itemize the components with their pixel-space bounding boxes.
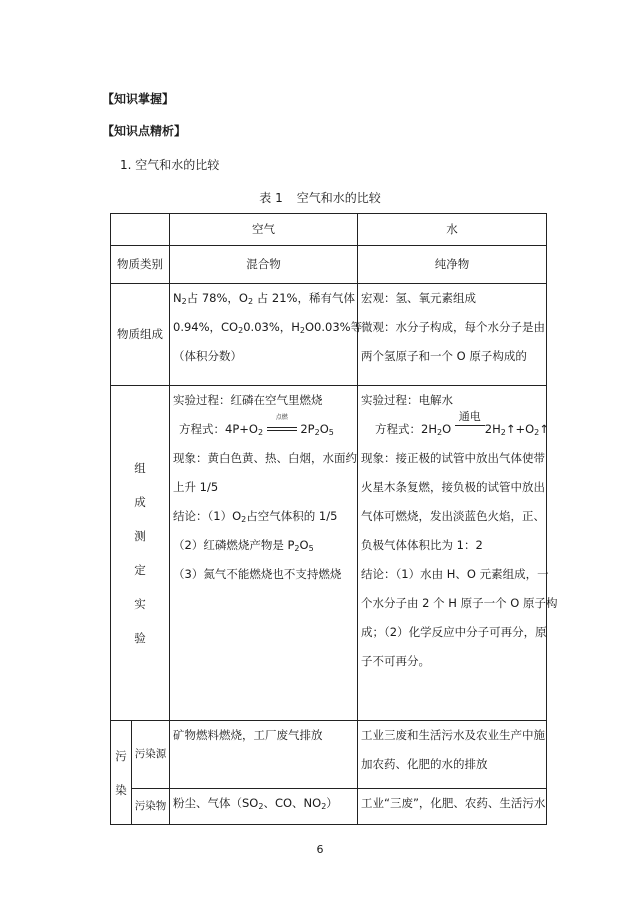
text: 占 21%，稀有气体 (253, 291, 355, 305)
text: 0.94%，CO (173, 320, 239, 334)
composition-air-line2 (173, 313, 363, 342)
text: 粉尘、气体（SO (173, 796, 259, 810)
subscript: 2 (500, 428, 506, 437)
water-conclusion-3: 成；（2）化学反应中分子可再分，原 (361, 625, 547, 639)
water-phenomenon-3: 气体可燃烧，发出淡蓝色火焰，正、 (361, 509, 545, 523)
subscript: 5 (328, 428, 334, 437)
header-air: 空气 (170, 214, 358, 246)
text: ） (326, 796, 338, 810)
text: 工业三废和生活污水及农业生产中施 (361, 728, 545, 742)
text: O (319, 422, 329, 436)
water-phenomenon-1: 现象：接正极的试管中放出气体使带 (361, 451, 545, 465)
text: 矿物燃料燃烧，工厂废气排放 (173, 728, 323, 742)
label-char: 实 (134, 597, 146, 611)
text: 结论：（1）O (173, 509, 242, 523)
pollutant-air (170, 789, 358, 825)
subscript: 2 (314, 428, 320, 437)
air-phenomenon-2: 上升 1/5 (173, 480, 219, 494)
table-row (111, 386, 547, 721)
category-water: 纯净物 (358, 246, 547, 284)
text: 工业“三废”，化肥、农药、生活污水 (361, 796, 546, 810)
text: 占 78%，O (186, 291, 248, 305)
air-phenomenon-1: 现象：黄白色黄、热、白烟，水面约 (173, 451, 357, 465)
subscript: 2 (257, 428, 264, 437)
composition-water-line1: 宏观：氢、氧元素组成 (361, 291, 476, 305)
text: 方程式：2H (375, 422, 437, 436)
subscript: 2 (436, 428, 443, 437)
subscript: 2 (294, 544, 300, 553)
reaction-arrow (455, 410, 485, 434)
label-char: 定 (134, 563, 146, 577)
water-equation (361, 410, 549, 444)
composition-label: 物质组成 (111, 284, 170, 386)
reaction-arrow (267, 414, 297, 434)
label-char: 污 (115, 748, 127, 763)
pollutant-air-text (173, 789, 354, 818)
caption-label: 表 1 (259, 191, 283, 205)
comparison-table (110, 213, 558, 825)
pollution-label (111, 721, 132, 825)
water-conclusion-2: 个水分子由 2 个 H 原子一个 O 原子构 (361, 596, 558, 610)
caption-title: 空气和水的比较 (296, 191, 381, 205)
text: ↑+O (505, 422, 535, 436)
composition-water (358, 284, 547, 386)
water-phenomenon-4: 负极气体体积比为 1：2 (361, 538, 483, 552)
subscript: 2 (247, 297, 254, 306)
table-row (111, 284, 547, 386)
text: 方程式：4P+O (179, 422, 258, 436)
experiment-water (358, 386, 558, 721)
reaction-condition: 点燃 (275, 414, 288, 421)
subscript: 2 (181, 297, 187, 306)
header-water: 水 (358, 214, 547, 246)
category-air: 混合物 (170, 246, 358, 284)
subscript: 2 (238, 326, 244, 335)
text: （2）红磷燃烧产物是 P (173, 538, 295, 552)
subscript: 2 (241, 515, 247, 524)
text: O (442, 422, 452, 436)
page-number: 6 (316, 843, 324, 856)
air-conclusion-3: （3）氮气不能燃烧也不支持燃烧 (173, 567, 342, 581)
text: 、CO、NO (263, 796, 322, 810)
text: ↑ (539, 422, 549, 436)
air-conclusion-2 (173, 531, 354, 560)
pollutant-label: 污染物 (132, 789, 170, 825)
table-row (111, 721, 547, 789)
text: N (173, 291, 182, 305)
composition-air-line1 (173, 284, 354, 313)
category-label: 物质类别 (111, 246, 170, 284)
text: 加农药、化肥的水的排放 (361, 757, 488, 771)
text: 2H (484, 422, 501, 436)
text: O (299, 538, 309, 552)
label-char: 染 (115, 782, 127, 797)
air-process: 实验过程：红磷在空气里燃烧 (173, 393, 323, 407)
subscript: 5 (308, 544, 314, 553)
table-caption (0, 189, 640, 206)
pollution-source-label: 污染源 (132, 721, 170, 789)
header-empty-cell (111, 214, 170, 246)
composition-water-line2: 微观：水分子构成，每个水分子是由 (361, 320, 545, 334)
section-knowledge-heading: 【知识掌握】 (102, 92, 175, 106)
pollutant-water (358, 789, 547, 825)
composition-water-line3: 两个氢原子和一个 O 原子构成的 (361, 349, 527, 363)
label-char: 组 (134, 461, 146, 475)
table-row (111, 246, 547, 284)
text: 2P (300, 422, 315, 436)
water-conclusion-1: 结论：（1）水由 H、O 元素组成，一 (361, 567, 549, 581)
water-conclusion-4: 子不可再分。 (361, 654, 430, 668)
pollution-source-water (358, 721, 547, 789)
text: 0.03%，H (243, 320, 300, 334)
subscript: 2 (258, 802, 264, 811)
item-heading: 1. 空气和水的比较 (120, 158, 220, 172)
experiment-label (111, 386, 170, 721)
table-row (111, 214, 547, 246)
experiment-air (170, 386, 358, 721)
air-conclusion-1 (173, 502, 354, 531)
text: 占空气体积的 1/5 (246, 509, 338, 523)
subscript: 2 (321, 802, 327, 811)
text: O0.03%等 (305, 320, 363, 334)
composition-air (170, 284, 363, 386)
reaction-condition: 通电 (458, 410, 481, 423)
air-equation (173, 415, 354, 444)
composition-air-line3: （体积分数） (173, 349, 242, 363)
label-char: 成 (134, 495, 146, 509)
subscript: 2 (299, 326, 305, 335)
water-phenomenon-2: 火星木条复燃，接负极的试管中放出 (361, 480, 545, 494)
subscript: 2 (534, 428, 540, 437)
label-char: 测 (134, 529, 146, 543)
section-analysis-heading: 【知识点精析】 (102, 124, 187, 138)
label-char: 验 (134, 631, 146, 645)
pollution-source-air (170, 721, 358, 789)
water-process: 实验过程：电解水 (361, 393, 453, 407)
table-row (111, 789, 547, 825)
